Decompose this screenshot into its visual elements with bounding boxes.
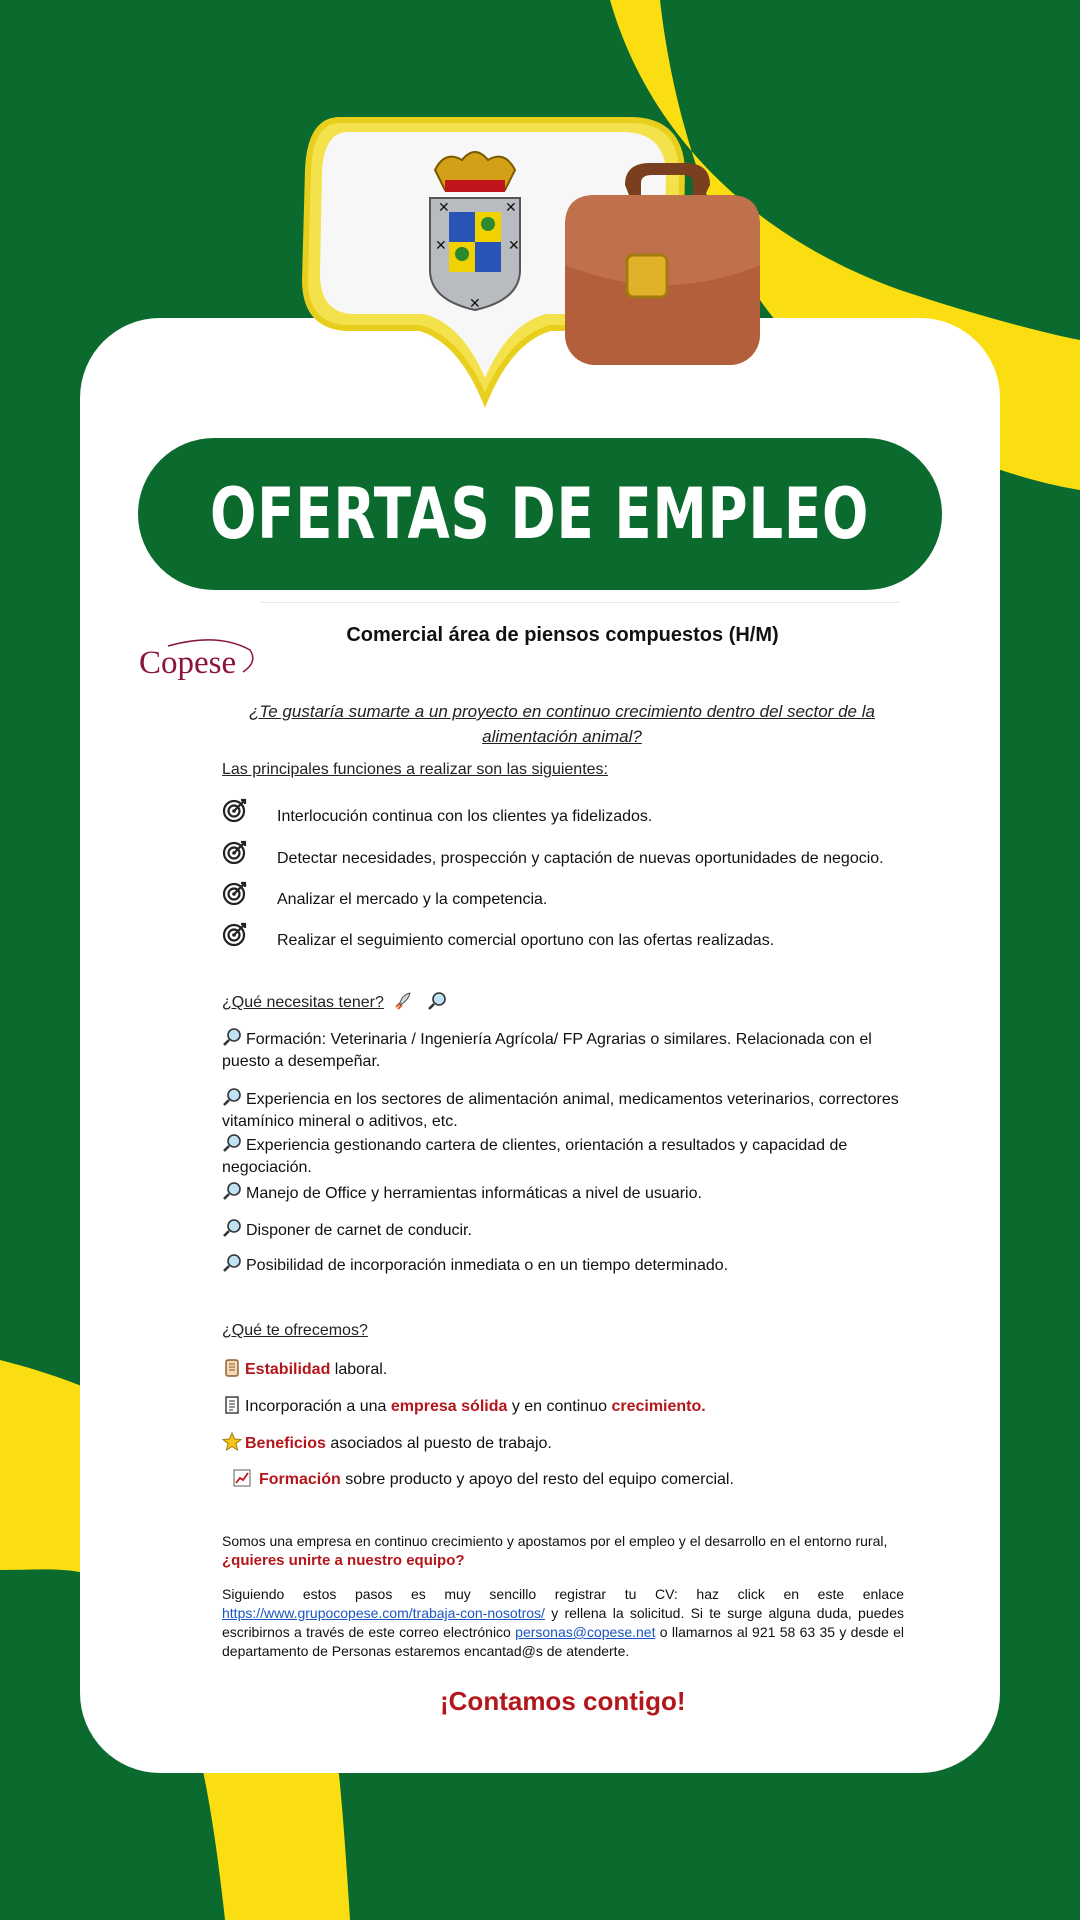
scroll-icon xyxy=(222,1358,242,1378)
title-banner xyxy=(138,438,942,590)
receipt-icon xyxy=(222,1395,242,1415)
magnifier-icon xyxy=(427,991,447,1011)
function-item: Detectar necesidades, prospección y captación de nuevas oportunidades de negocio. xyxy=(277,850,884,867)
offer-heading: ¿Qué te ofrecemos? xyxy=(222,1322,368,1339)
offer-item: Formación sobre producto y apoyo del resto del equipo comercial. xyxy=(232,1468,734,1489)
page-title: OFERTAS DE EMPLEO xyxy=(210,473,870,555)
function-item: Analizar el mercado y la competencia. xyxy=(277,891,548,908)
function-item: Interlocución continua con los clientes ya fidelizados. xyxy=(277,808,653,825)
svg-text:✕: ✕ xyxy=(438,199,450,215)
svg-text:✕: ✕ xyxy=(505,199,517,215)
requirements-heading-row xyxy=(222,991,447,1012)
magnifier-icon xyxy=(222,1133,242,1153)
target-icon xyxy=(222,839,248,865)
magnifier-icon xyxy=(222,1027,242,1047)
briefcase-icon xyxy=(555,155,770,380)
company-logo: Copese xyxy=(139,645,237,681)
svg-text:✕: ✕ xyxy=(508,237,520,253)
svg-text:✕: ✕ xyxy=(435,237,447,253)
star-icon xyxy=(222,1432,242,1452)
tagline: ¡Contamos contigo! xyxy=(440,1686,686,1716)
job-title: Comercial área de piensos compuestos (H/M) xyxy=(346,624,779,646)
offer-item: Beneficios asociados al puesto de trabajo. xyxy=(222,1432,552,1453)
requirement-item: Disponer de carnet de conducir. xyxy=(222,1218,904,1242)
coat-of-arms-icon xyxy=(430,152,520,311)
email-link[interactable]: personas@copese.net xyxy=(515,1624,656,1640)
requirement-item: Manejo de Office y herramientas informáticas a nivel de usuario. xyxy=(222,1181,904,1205)
target-icon xyxy=(222,797,248,823)
rocket-icon xyxy=(392,991,412,1011)
requirement-item: Posibilidad de incorporación inmediata o en un tiempo determinado. xyxy=(222,1253,904,1277)
chart-increasing-icon xyxy=(232,1468,252,1488)
magnifier-icon xyxy=(222,1218,242,1238)
svg-text:✕: ✕ xyxy=(469,295,481,311)
requirement-item: Experiencia en los sectores de alimentación animal, medicamentos veterinarios, correctores vitamínico mineral o aditivos, etc. xyxy=(222,1087,904,1133)
functions-heading: Las principales funciones a realizar son las siguientes: xyxy=(222,761,608,778)
offer-item: Estabilidad laboral. xyxy=(222,1358,387,1379)
offer-item: Incorporación a una empresa sólida y en continuo crecimiento. xyxy=(222,1395,706,1416)
target-icon xyxy=(222,921,248,947)
function-item: Realizar el seguimiento comercial oportuno con las ofertas realizadas. xyxy=(277,932,775,949)
magnifier-icon xyxy=(222,1087,242,1107)
requirement-item: Formación: Veterinaria / Ingeniería Agrícola/ FP Agrarias o similares. Relacionada con el puesto a desempeñar. xyxy=(222,1027,904,1073)
magnifier-icon xyxy=(222,1181,242,1201)
job-intro: ¿Te gustaría sumarte a un proyecto en continuo crecimiento dentro del sector de la alimentación animal? xyxy=(249,702,875,746)
divider xyxy=(260,602,900,603)
instructions-paragraph: Siguiendo estos pasos es muy sencillo registrar tu CV: haz click en este enlace https://www.grupocopese.com/trabaja-con-nosotros/ y rellena la solicitud. Si te surge alguna duda, puedes escribirnos a través de este correo electrónico personas@copese.net o llamarnos al 921 58 63 35 y desde el departamento de Personas estaremos encantad@s de atenderte. xyxy=(222,1586,904,1659)
requirement-item: Experiencia gestionando cartera de clientes, orientación a resultados y capacidad de negociación. xyxy=(222,1133,904,1179)
requirements-heading: ¿Qué necesitas tener? xyxy=(222,994,384,1011)
magnifier-icon xyxy=(222,1253,242,1273)
target-icon xyxy=(222,880,248,906)
company-paragraph: Somos una empresa en continuo crecimiento y apostamos por el empleo y el desarrollo en el entorno rural, ¿quieres unirte a nuestro equipo? xyxy=(222,1533,888,1569)
careers-link[interactable]: https://www.grupocopese.com/trabaja-con-nosotros/ xyxy=(222,1605,545,1621)
